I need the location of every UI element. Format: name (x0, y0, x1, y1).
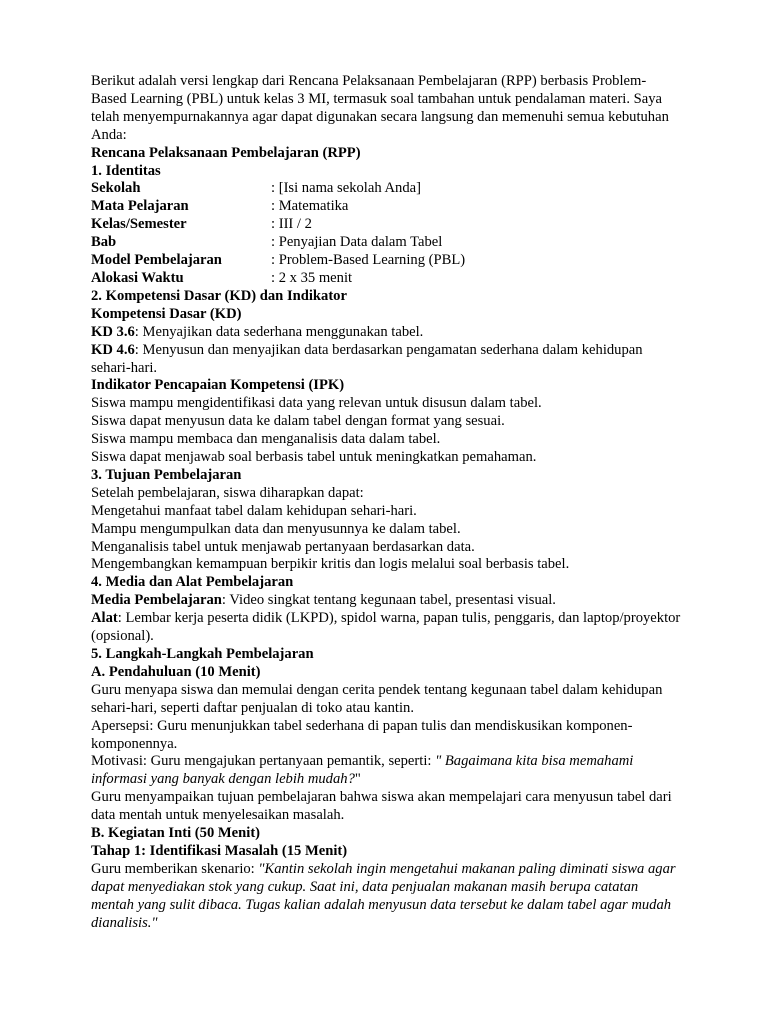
identitas-row-model (91, 252, 681, 270)
identitas-row-alokasi (91, 270, 681, 288)
motivasi-quote-end: " (354, 771, 361, 788)
ipk-item: Siswa dapat menyusun data ke dalam tabel dengan format yang sesuai. (91, 413, 505, 430)
intro-paragraph: Berikut adalah versi lengkap dari Rencana Pelaksanaan Pembelajaran (RPP) berbasis Problem-Based Learning (PBL) untuk kelas 3 MI, termasuk soal tambahan untuk pendalaman materi. Saya telah menyempurnakannya agar dapat digunakan secara langsung dan memenuhi semua kebutuhan Anda: (91, 73, 669, 143)
langkah-heading: 5. Langkah-Langkah Pembelajaran (91, 646, 314, 662)
media-item (91, 592, 681, 610)
identitas-key: Kelas/Semester (91, 216, 187, 233)
identitas-row-bab (91, 234, 681, 252)
identitas-value: : Penyajian Data dalam Tabel (271, 234, 443, 251)
alat-item (91, 610, 681, 646)
kd-heading: 2. Kompetensi Dasar (KD) dan Indikator (91, 287, 347, 304)
tujuan-item: Mengembangkan kemampuan berpikir kritis dan logis melalui soal berbasis tabel. (91, 556, 570, 573)
tujuan-heading: 3. Tujuan Pembelajaran (91, 466, 242, 483)
ipk-heading: Indikator Pencapaian Kompetensi (IPK) (91, 377, 345, 394)
ipk-item: Siswa mampu mengidentifikasi data yang relevan untuk disusun dalam tabel. (91, 395, 542, 412)
identitas-value: : Matematika (271, 198, 349, 215)
tujuan-lead: Setelah pembelajaran, siswa diharapkan dapat: (91, 484, 364, 501)
kd-subheading: Kompetensi Dasar (KD) (91, 305, 242, 322)
inti-heading: B. Kegiatan Inti (50 Menit) (91, 825, 261, 842)
ipk-item: Siswa mampu membaca dan menganalisis data dalam tabel. (91, 431, 441, 448)
identitas-heading: 1. Identitas (91, 162, 161, 179)
kd-code: KD 4.6 (91, 341, 135, 358)
kd-item (91, 342, 681, 378)
identitas-table (91, 180, 681, 287)
identitas-key: Alokasi Waktu (91, 269, 184, 286)
media-heading: 4. Media dan Alat Pembelajaran (91, 574, 294, 591)
ipk-item: Siswa dapat menjawab soal berbasis tabel untuk meningkatkan pemahaman. (91, 449, 537, 466)
identitas-key: Sekolah (91, 180, 141, 197)
tujuan-item: Mampu mengumpulkan data dan menyusunnya ke dalam tabel. (91, 520, 461, 537)
kd-text: : Menyusun dan menyajikan data berdasarkan pengamatan sederhana dalam kehidupan sehari-hari. (91, 341, 643, 376)
motivasi-lead: Motivasi: Guru mengajukan pertanyaan pemantik, seperti: (91, 753, 436, 770)
identitas-row-sekolah (91, 180, 681, 198)
motivasi-paragraph (91, 753, 681, 789)
identitas-value: : [Isi nama sekolah Anda] (271, 180, 421, 197)
media-text: : Video singkat tentang kegunaan tabel, presentasi visual. (221, 592, 556, 609)
media-label: Media Pembelajaran (91, 592, 222, 609)
kd-item (91, 324, 681, 342)
tujuan-item: Mengetahui manfaat tabel dalam kehidupan sehari-hari. (91, 502, 417, 519)
kd-code: KD 3.6 (91, 323, 135, 340)
identitas-value: : Problem-Based Learning (PBL) (271, 252, 466, 269)
tujuan-item: Menganalisis tabel untuk menjawab pertanyaan berdasarkan data. (91, 538, 475, 555)
kd-text: : Menyajikan data sederhana menggunakan tabel. (134, 323, 424, 340)
identitas-row-kelas (91, 216, 681, 234)
pendahuluan-paragraph: Guru menyapa siswa dan memulai dengan cerita pendek tentang kegunaan tabel dalam kehidupan sehari-hari, seperti daftar penjualan di toko atau kantin. (91, 681, 663, 716)
motivasi-quote: " Bagaimana kita bisa memahami informasi yang banyak dengan lebih mudah? (91, 753, 634, 788)
apersepsi-paragraph: Apersepsi: Guru menunjukkan tabel sederhana di papan tulis dan mendiskusikan komponen-komponennya. (91, 717, 633, 752)
document-title: Rencana Pelaksanaan Pembelajaran (RPP) (91, 144, 361, 161)
identitas-key: Mata Pelajaran (91, 198, 189, 215)
tahap1-heading: Tahap 1: Identifikasi Masalah (15 Menit) (91, 842, 348, 859)
tujuan-penyampaian-paragraph: Guru menyampaikan tujuan pembelajaran bahwa siswa akan mempelajari cara menyusun tabel dari data mentah untuk menyelesaikan masalah. (91, 789, 672, 824)
identitas-row-mapel (91, 198, 681, 216)
identitas-value: : III / 2 (271, 216, 312, 233)
identitas-value: : 2 x 35 menit (271, 269, 353, 286)
identitas-key: Bab (91, 234, 117, 251)
skenario-quote: "Kantin sekolah ingin mengetahui makanan paling diminati siswa agar dapat menyediakan stok yang cukup. Saat ini, data penjualan makanan masih berupa catatan mentah yang sulit dibaca. Tugas kalian adalah menyusun data tersebut ke dalam tabel agar mudah dianalisis." (91, 860, 676, 931)
identitas-key: Model Pembelajaran (91, 252, 222, 269)
skenario-paragraph (91, 861, 681, 933)
pendahuluan-heading: A. Pendahuluan (10 Menit) (91, 663, 261, 680)
alat-text: : Lembar kerja peserta didik (LKPD), spidol warna, papan tulis, penggaris, dan laptop/proyektor (opsional). (91, 610, 681, 645)
document-page (91, 73, 681, 933)
skenario-lead: Guru memberikan skenario: (91, 860, 259, 877)
alat-label: Alat (91, 610, 118, 627)
